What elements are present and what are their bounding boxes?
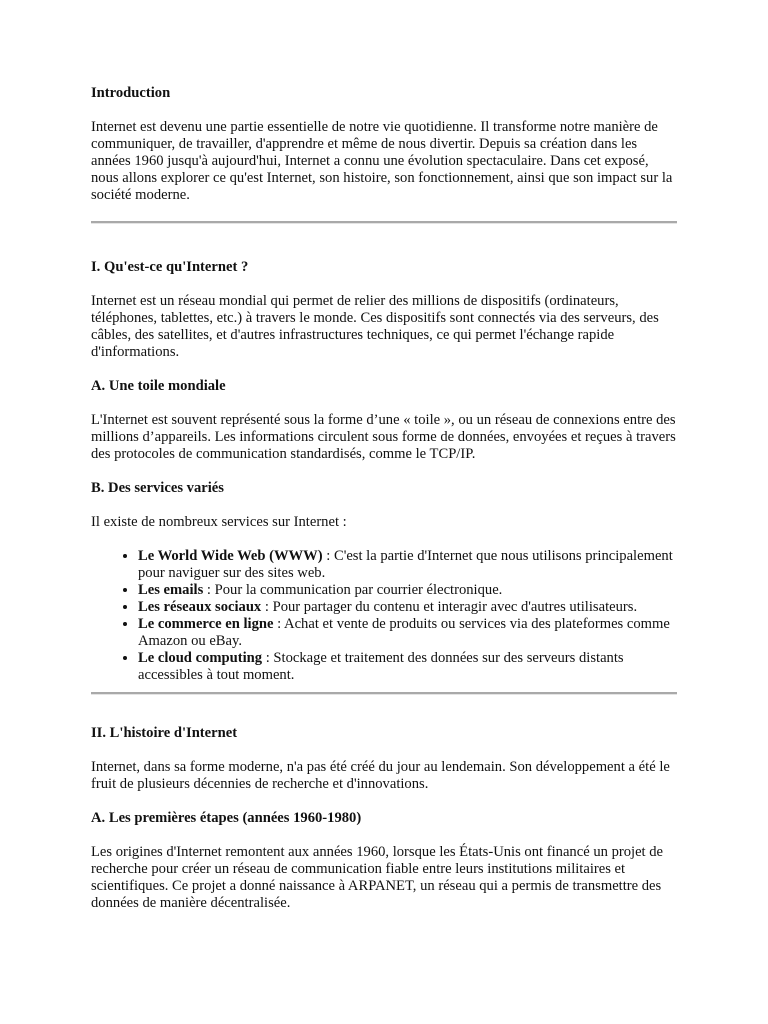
section1-subB-heading: B. Des services variés [91,480,224,496]
section1-paragraph: Internet est un réseau mondial qui permet de relier des millions de dispositifs (ordinateurs, téléphones, tablettes, etc.) à travers le monde. Ces dispositifs sont connectés via des serveurs, des câbles, des satellites, et d'autres infrastructures techniques, ce qui permet l'échange rapide d'informations. [91,293,659,360]
list-item [138,616,679,650]
services-list [91,548,679,684]
section1-subB-paragraph: Il existe de nombreux services sur Internet : [91,514,347,530]
list-item-desc: : Pour la communication par courrier électronique. [203,582,503,598]
section1-subA-heading: A. Une toile mondiale [91,378,226,394]
section1-subA-paragraph: L'Internet est souvent représenté sous la forme d’une « toile », ou un réseau de connexions entre des millions d’appareils. Les informations circulent sous forme de données, envoyées et reçues à travers des protocoles de communication standardisés, comme le TCP/IP. [91,412,676,462]
intro-heading: Introduction [91,85,171,101]
list-item-term: Les réseaux sociaux [138,599,262,615]
section2-heading: II. L'histoire d'Internet [91,725,238,741]
list-item-term: Le cloud computing [138,650,263,666]
section2-subA-heading: A. Les premières étapes (années 1960-1980) [91,810,362,826]
list-item [138,599,679,616]
section2-subA-paragraph: Les origines d'Internet remontent aux années 1960, lorsque les États-Unis ont financé un projet de recherche pour créer un réseau de communication fiable entre leurs institutions militaires et scientifiques. Ce projet a donné naissance à ARPANET, un réseau qui a permis de transmettre des données de manière décentralisée. [91,844,664,911]
list-item-desc: : C'est la partie d'Internet que nous utilisons principalement pour naviguer sur des sites web. [138,548,673,581]
list-item [138,582,679,599]
list-item-term: Les emails [138,582,204,598]
list-item [138,548,679,582]
list-item-term: Le commerce en ligne [138,616,274,632]
intro-paragraph: Internet est devenu une partie essentielle de notre vie quotidienne. Il transforme notre manière de communiquer, de travailler, d'apprendre et même de nous divertir. Depuis sa création dans les années 1960 jusqu'à aujourd'hui, Internet a connu une évolution spectaculaire. Dans cet exposé, nous allons explorer ce qu'est Internet, son histoire, son fonctionnement, ainsi que son impact sur la société moderne. [91,119,673,203]
list-item-desc: : Pour partager du contenu et interagir avec d'autres utilisateurs. [261,599,638,615]
list-item [138,650,679,684]
list-item-desc: : Achat et vente de produits ou services via des plateformes comme Amazon ou eBay. [138,616,670,649]
section2-paragraph: Internet, dans sa forme moderne, n'a pas été créé du jour au lendemain. Son développement a été le fruit de plusieurs décennies de recherche et d'innovations. [91,759,670,792]
list-item-term: Le World Wide Web (WWW) [138,548,323,564]
list-item-desc: : Stockage et traitement des données sur des serveurs distants accessibles à tout moment. [138,650,624,683]
section1-heading: I. Qu'est-ce qu'Internet ? [91,259,249,275]
document-body [91,85,679,912]
